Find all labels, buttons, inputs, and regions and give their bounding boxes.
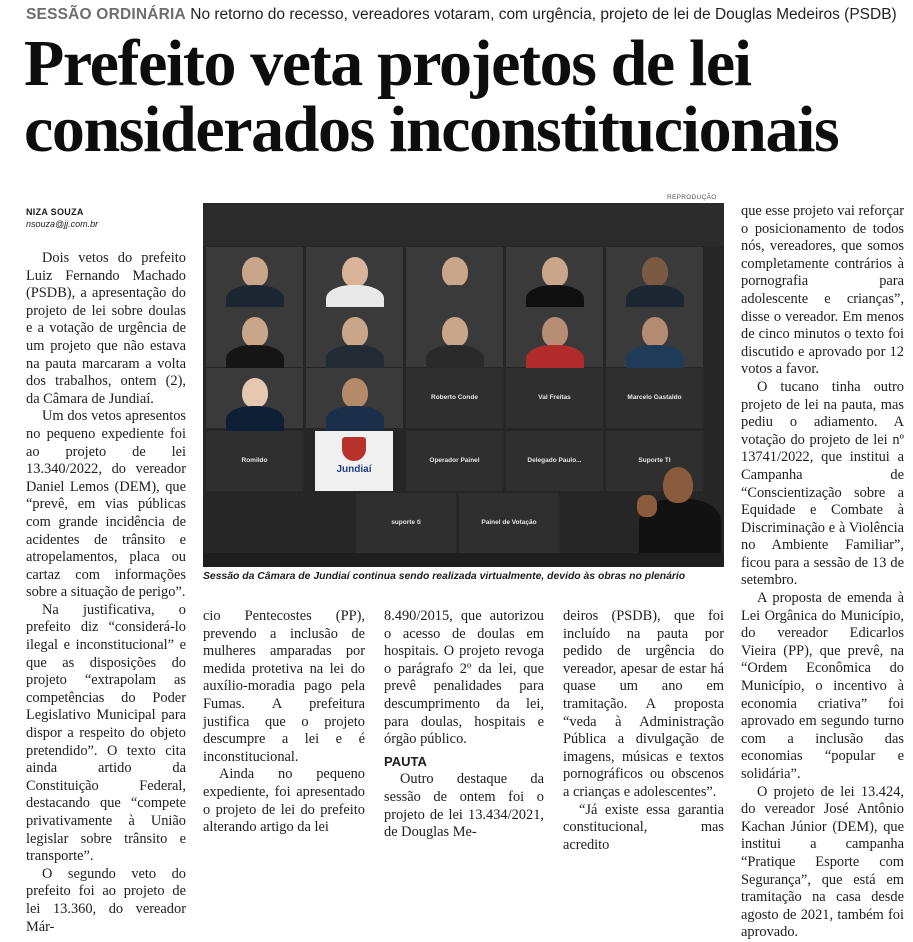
participant-name: Roberto Conde: [431, 394, 478, 401]
paragraph: deiros (PSDB), que foi incluído na pauta por pedido de urgência do vereador, apesar de estar há quase um ano em tramitação. A proposta “veda à Administração Pública a divulgação de imagens, músicas e textos pornográficos ou obscenos a crianças e adolescentes”.: [563, 608, 724, 800]
photo-credit: REPRODUÇÃO: [667, 194, 717, 201]
article-kicker: [26, 6, 897, 24]
participant-tile: [606, 247, 703, 307]
participant-name: Val Freitas: [538, 394, 571, 401]
text-column-3: [384, 608, 544, 842]
participant-tile-marcelo-gastaldo: [606, 368, 703, 428]
participant-tile: [606, 307, 703, 367]
participant-name: Romildo: [241, 457, 268, 464]
sign-language-interpreter: [635, 465, 724, 553]
paragraph: O segundo veto do prefeito foi ao projeto de lei 13.360, do vereador Már-: [26, 865, 186, 935]
author-email: nsouza@jj.com.br: [26, 219, 99, 229]
screen-bezel: [203, 203, 724, 246]
participant-name: Painel de Votação: [481, 519, 537, 526]
text-column-2: [203, 608, 365, 837]
participant-tile: [506, 307, 603, 367]
participant-tile-delegado-paulo: [506, 431, 603, 491]
kicker-text: No retorno do recesso, vereadores votaram, com urgência, projeto de lei de Douglas Medeiros (PSDB): [190, 6, 897, 23]
text-column-4: [563, 608, 724, 854]
paragraph: Outro destaque da sessão de ontem foi o projeto de lei 13.434/2021, de Douglas Me-: [384, 771, 544, 841]
participant-tile: [306, 307, 403, 367]
participant-tile-suporte-ti-2: [356, 493, 456, 553]
participant-tile-val-freitas: [506, 368, 603, 428]
paragraph: Um dos vetos apresentos no pequeno expediente foi ao projeto de lei 13.340/2022, do vereador Daniel Lemos (DEM), que “prevê, em vias públicas com grande incidência de acidentes de trânsito e atropelamentos, placa ou cartaz com informações sobre a situação de perigo”.: [26, 408, 186, 601]
byline: [26, 207, 98, 229]
participant-tile: [306, 368, 403, 428]
participant-tile-romildo: [206, 431, 303, 491]
paragraph: cio Pentecostes (PP), prevendo a inclusão de mulheres amparadas por medida protetiva na lei do auxílio-moradia pago pela Fumas. A prefeitura justifica que o projeto descumpre a lei e é inconstitucional.: [203, 608, 365, 765]
paragraph: “Já existe essa garantia constitucional, mas acredito: [563, 801, 724, 853]
participant-name: Suporte TI: [638, 457, 671, 464]
participant-name: suporte ti: [391, 519, 421, 526]
paragraph: Ainda no pequeno expediente, foi apresentado o projeto de lei do prefeito alterando artigo da lei: [203, 766, 365, 836]
participant-tile: [206, 247, 303, 307]
author-name: NIZA SOUZA: [26, 207, 84, 217]
video-conference-photo: [203, 203, 724, 567]
participant-name: Operador Painel: [429, 457, 480, 464]
city-crest-tile: [315, 431, 393, 491]
participant-tile: [206, 307, 303, 367]
participant-tile: [406, 247, 503, 307]
paragraph: Dois vetos do prefeito Luiz Fernando Machado (PSDB), a apresentação do projeto de lei sobre doulas e a votação de urgência de um projeto que não estava na pauta marcaram a volta dos trabalhos, ontem (2), da Câmara de Jundiaí.: [26, 250, 186, 407]
participant-tile-painel-votacao: [459, 493, 559, 553]
participant-name: Delegado Paulo...: [527, 457, 582, 464]
participant-tile-roberto-conde: [406, 368, 503, 428]
paragraph: O projeto de lei 13.424, do vereador José Antônio Kachan Júnior (DEM), que institui a campanha “Pratique Esporte com Segurança”, que está em tramitação na casa desde agosto de 2021, também foi aprovado.: [741, 783, 904, 941]
crest-text: Jundiaí: [336, 464, 372, 475]
text-column-1: [26, 250, 186, 936]
participant-tile-operador-painel: [406, 431, 503, 491]
headline: [24, 27, 904, 166]
headline-line-1: Prefeito veta projetos de lei: [24, 27, 751, 100]
text-column-5: [741, 203, 904, 942]
participant-tile: [406, 307, 503, 367]
paragraph: A proposta de emenda à Lei Orgânica do Município, do vereador Edicarlos Vieira (PP), que prevê, na “Ordem Econômica do Município, o incentivo à economia criativa” foi aprovado em segundo turno com a inclusão das economias “popular e solidária”.: [741, 590, 904, 782]
subheading: PAUTA: [384, 753, 427, 769]
section-label: SESSÃO ORDINÁRIA: [26, 6, 186, 23]
participant-name: Marcelo Gastaldo: [627, 394, 682, 401]
headline-line-2: considerados inconstitucionais: [24, 93, 839, 166]
coat-of-arms-icon: [342, 437, 366, 461]
screen-bezel-bottom: [203, 553, 724, 567]
paragraph: 8.490/2015, que autorizou o acesso de doulas em hospitais. O projeto revoga o parágrafo 2º da lei, que prevê penalidades para descumprimento da lei, para doulas, hospitais e órgão público.: [384, 608, 544, 748]
photo-caption: Sessão da Câmara de Jundiaí continua sendo realizada virtualmente, devido às obras no plenário: [203, 571, 686, 582]
paragraph: Na justificativa, o prefeito diz “considerá-lo ilegal e inconstitucional” e que as disposições do projeto “extrapolam as competências do Poder Legislativo Municipal para dispor a respeito do objeto pretendido”. O texto cita ainda artido da Constituição Federal, destacando que “compete privativamente à União legislar sobre trânsito e transporte”.: [26, 601, 186, 865]
participant-tile: [206, 368, 303, 428]
paragraph: que esse projeto vai reforçar o posicionamento de todos nós, vereadores, que somos completamente contrários à pornografia para adolescente e crianças”, disse o vereador. Em menos de cinco minutos o texto foi discutido e aprovado por 12 votos a favor.: [741, 203, 905, 378]
paragraph: O tucano tinha outro projeto de lei na pauta, mas pediu o adiamento. A votação do projeto de lei nº 13741/2022, que institui a Campanha de “Conscientização sobre a Equidade e Combate à Discriminação e à Violência no Ambiente Familiar”, ficou para a sessão de 13 de setembro.: [741, 378, 904, 589]
participant-tile: [506, 247, 603, 307]
participant-tile: [306, 247, 403, 307]
